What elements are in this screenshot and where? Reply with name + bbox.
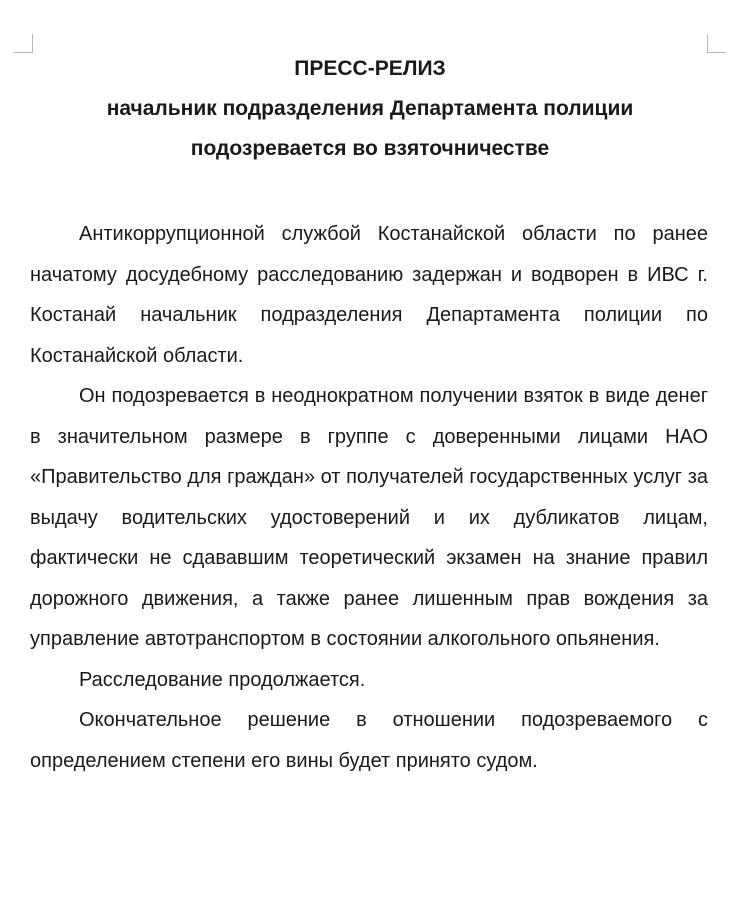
document-subtitle-line-1: начальник подразделения Департамента полиции	[106, 97, 634, 120]
paragraph-4: Окончательное решение в отношении подозреваемого с определением степени его вины будет принято судом.	[30, 709, 708, 772]
document-subtitle-line-2: подозревается во взяточничестве	[190, 137, 550, 160]
document-title: ПРЕСС-РЕЛИЗ	[294, 57, 446, 80]
margin-corner-top-left	[14, 34, 33, 53]
paragraph-1: Антикоррупционной службой Костанайской области по ранее начатому досудебному расследованию задержан и водворен в ИВС г. Костанай начальник подразделения Департамента полиции по Костанайской области.	[30, 223, 708, 367]
paragraph-2: Он подозревается в неоднократном получении взяток в виде денег в значительном размере в группе с доверенными лицами НАО «Правительство для граждан» от получателей государственных услуг за выдачу водительских удостоверений и их дубликатов лицам, фактически не сдававшим теоретический экзамен на знание правил дорожного движения, а также ранее лишенным прав вождения за управление автотранспортом в состоянии алкогольного опьянения.	[30, 385, 708, 650]
margin-corner-top-right	[707, 34, 726, 53]
paragraph-3: Расследование продолжается.	[79, 668, 366, 691]
document-body	[30, 214, 708, 781]
